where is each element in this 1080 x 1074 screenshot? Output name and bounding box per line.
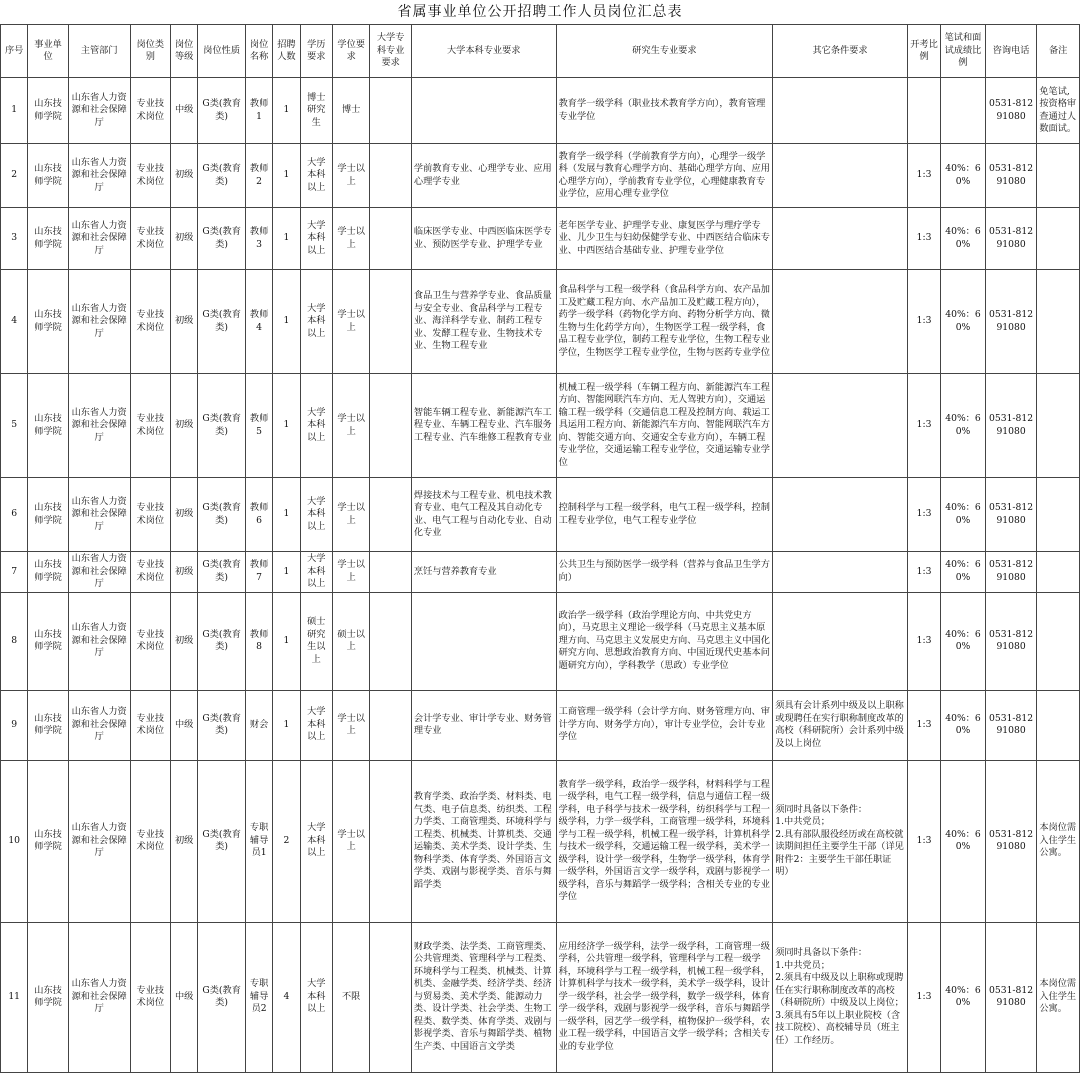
cell-no: 1 bbox=[1, 78, 28, 144]
cell-ratio: 1:3 bbox=[907, 208, 940, 270]
cell-college bbox=[370, 922, 412, 1072]
cell-phone: 0531-81291080 bbox=[985, 208, 1037, 270]
cell-other bbox=[773, 144, 908, 208]
column-header: 笔试和面试成绩比例 bbox=[941, 25, 986, 78]
cell-ratio: 1:3 bbox=[907, 374, 940, 478]
cell-nature: G类(教育类) bbox=[198, 78, 246, 144]
cell-count: 1 bbox=[273, 478, 300, 552]
cell-score: 40%：60% bbox=[941, 144, 986, 208]
cell-level: 初级 bbox=[171, 208, 198, 270]
cell-unit: 山东技师学院 bbox=[28, 144, 68, 208]
cell-bachelor: 智能车辆工程专业、新能源汽车工程专业、车辆工程专业、汽车服务工程专业、汽车维修工程教育专业 bbox=[411, 374, 556, 478]
cell-phone: 0531-81291080 bbox=[985, 922, 1037, 1072]
table-row bbox=[1, 592, 1080, 690]
table-row bbox=[1, 760, 1080, 922]
cell-unit: 山东技师学院 bbox=[28, 592, 68, 690]
cell-name: 教师3 bbox=[245, 208, 272, 270]
cell-phone: 0531-81291080 bbox=[985, 78, 1037, 144]
cell-bachelor: 焊接技术与工程专业、机电技术教育专业、电气工程及其自动化专业、电气工程与自动化专业、自动化专业 bbox=[411, 478, 556, 552]
cell-graduate: 应用经济学一级学科，法学一级学科，工商管理一级学科，公共管理一级学科，管理科学与工程一级学科，环境科学与工程一级学科，机械工程一级学科，计算机科学与技术一级学科，美术学一级学科，设计学一级学科，社会学一级学科，数学一级学科，体育学一级学科，戏剧与影视学一级学科，音乐与舞蹈学一级学科，园艺学一级学科，植物保护一级学科，农业工程一级学科，中国语言文学一级学科；含相关专业的专业学位 bbox=[556, 922, 773, 1072]
cell-score: 40%：60% bbox=[941, 760, 986, 922]
cell-other bbox=[773, 78, 908, 144]
cell-name: 教师4 bbox=[245, 270, 272, 374]
cell-note bbox=[1037, 144, 1080, 208]
cell-note: 本岗位需入住学生公寓。 bbox=[1037, 760, 1080, 922]
cell-phone: 0531-81291080 bbox=[985, 270, 1037, 374]
cell-ratio: 1:3 bbox=[907, 270, 940, 374]
cell-ratio: 1:3 bbox=[907, 144, 940, 208]
column-header: 招聘人数 bbox=[273, 25, 300, 78]
cell-cat: 专业技术岗位 bbox=[130, 592, 170, 690]
column-header: 事业单位 bbox=[28, 25, 68, 78]
cell-count: 1 bbox=[273, 270, 300, 374]
cell-no: 5 bbox=[1, 374, 28, 478]
cell-score: 40%：60% bbox=[941, 552, 986, 593]
cell-unit: 山东技师学院 bbox=[28, 552, 68, 593]
cell-level: 初级 bbox=[171, 270, 198, 374]
cell-edu: 硕士研究生以上 bbox=[300, 592, 332, 690]
cell-dept: 山东省人力资源和社会保障厅 bbox=[68, 922, 130, 1072]
column-header: 岗位等级 bbox=[171, 25, 198, 78]
cell-ratio: 1:3 bbox=[907, 478, 940, 552]
cell-bachelor: 临床医学专业、中西医临床医学专业、预防医学专业、护理学专业 bbox=[411, 208, 556, 270]
cell-cat: 专业技术岗位 bbox=[130, 270, 170, 374]
cell-other bbox=[773, 592, 908, 690]
cell-cat: 专业技术岗位 bbox=[130, 208, 170, 270]
cell-unit: 山东技师学院 bbox=[28, 760, 68, 922]
column-header: 大学专科专业要求 bbox=[370, 25, 412, 78]
cell-nature: G类(教育类) bbox=[198, 144, 246, 208]
cell-note bbox=[1037, 208, 1080, 270]
cell-college bbox=[370, 552, 412, 593]
cell-nature: G类(教育类) bbox=[198, 374, 246, 478]
cell-cat: 专业技术岗位 bbox=[130, 552, 170, 593]
cell-college bbox=[370, 208, 412, 270]
cell-cat: 专业技术岗位 bbox=[130, 374, 170, 478]
cell-other bbox=[773, 208, 908, 270]
cell-ratio: 1:3 bbox=[907, 592, 940, 690]
cell-edu: 大学本科以上 bbox=[300, 374, 332, 478]
cell-level: 初级 bbox=[171, 374, 198, 478]
cell-level: 初级 bbox=[171, 144, 198, 208]
cell-name: 教师6 bbox=[245, 478, 272, 552]
cell-graduate: 政治学一级学科（政治学理论方向、中共党史方向），马克思主义理论一级学科（马克思主义基本原理方向、马克思主义发展史方向、马克思主义中国化研究方向、思想政治教育方向、中国近现代史基本问题研究方向），学科教学（思政）专业学位 bbox=[556, 592, 773, 690]
cell-graduate: 工商管理一级学科（会计学方向、财务管理方向、审计学方向、财务学方向），审计专业学位，会计专业学位 bbox=[556, 690, 773, 760]
cell-college bbox=[370, 374, 412, 478]
cell-dept: 山东省人力资源和社会保障厅 bbox=[68, 760, 130, 922]
cell-score: 40%：60% bbox=[941, 270, 986, 374]
cell-bachelor: 教育学类、政治学类、材料类、电气类、电子信息类、纺织类、工程力学类、工商管理类、环境科学与工程类、机械类、计算机类、交通运输类、美术学类、设计学类、生物科学类、体育学类、外国语言文学类、戏剧与影视学类、音乐与舞蹈学类 bbox=[411, 760, 556, 922]
cell-dept: 山东省人力资源和社会保障厅 bbox=[68, 374, 130, 478]
cell-level: 初级 bbox=[171, 592, 198, 690]
cell-score bbox=[941, 78, 986, 144]
cell-count: 1 bbox=[273, 552, 300, 593]
cell-edu: 大学本科以上 bbox=[300, 478, 332, 552]
column-header: 岗位类别 bbox=[130, 25, 170, 78]
cell-cat: 专业技术岗位 bbox=[130, 690, 170, 760]
cell-unit: 山东技师学院 bbox=[28, 78, 68, 144]
table-row bbox=[1, 552, 1080, 593]
cell-score: 40%：60% bbox=[941, 690, 986, 760]
cell-graduate: 教育学一级学科（学前教育学方向），心理学一级学科（发展与教育心理学方向、基础心理学方向、应用心理学方向），学前教育专业学位，心理健康教育专业学位，应用心理专业学位 bbox=[556, 144, 773, 208]
cell-count: 1 bbox=[273, 208, 300, 270]
cell-graduate: 控制科学与工程一级学科，电气工程一级学科，控制工程专业学位，电气工程专业学位 bbox=[556, 478, 773, 552]
cell-edu: 大学本科以上 bbox=[300, 270, 332, 374]
cell-note bbox=[1037, 270, 1080, 374]
cell-score: 40%：60% bbox=[941, 922, 986, 1072]
cell-degree: 学士以上 bbox=[332, 374, 369, 478]
cell-edu: 大学本科以上 bbox=[300, 922, 332, 1072]
cell-ratio: 1:3 bbox=[907, 552, 940, 593]
cell-no: 6 bbox=[1, 478, 28, 552]
cell-unit: 山东技师学院 bbox=[28, 270, 68, 374]
cell-cat: 专业技术岗位 bbox=[130, 760, 170, 922]
cell-nature: G类(教育类) bbox=[198, 270, 246, 374]
cell-no: 4 bbox=[1, 270, 28, 374]
cell-phone: 0531-81291080 bbox=[985, 144, 1037, 208]
cell-note bbox=[1037, 592, 1080, 690]
cell-nature: G类(教育类) bbox=[198, 592, 246, 690]
cell-name: 专职辅导员2 bbox=[245, 922, 272, 1072]
cell-college bbox=[370, 760, 412, 922]
cell-count: 2 bbox=[273, 760, 300, 922]
cell-unit: 山东技师学院 bbox=[28, 922, 68, 1072]
cell-bachelor: 会计学专业、审计学专业、财务管理专业 bbox=[411, 690, 556, 760]
cell-unit: 山东技师学院 bbox=[28, 478, 68, 552]
cell-degree: 硕士以上 bbox=[332, 592, 369, 690]
cell-ratio bbox=[907, 78, 940, 144]
cell-unit: 山东技师学院 bbox=[28, 208, 68, 270]
cell-other: 须具有会计系列中级及以上职称或现聘任在实行职称制度改革的高校（科研院所）会计系列中级及以上岗位 bbox=[773, 690, 908, 760]
cell-other bbox=[773, 374, 908, 478]
cell-phone: 0531-81291080 bbox=[985, 592, 1037, 690]
cell-cat: 专业技术岗位 bbox=[130, 78, 170, 144]
column-header: 大学本科专业要求 bbox=[411, 25, 556, 78]
cell-edu: 博士研究生 bbox=[300, 78, 332, 144]
cell-nature: G类(教育类) bbox=[198, 478, 246, 552]
cell-degree: 不限 bbox=[332, 922, 369, 1072]
cell-college bbox=[370, 592, 412, 690]
cell-graduate: 机械工程一级学科（车辆工程方向、新能源汽车工程方向、智能网联汽车方向、无人驾驶方向），交通运输工程一级学科（交通信息工程及控制方向、载运工具运用工程方向、新能源汽车方向、智能网联汽车方向、智能交通方向、交通安全专业方向），车辆工程专业学位，交通运输工程专业学位，交通运输专业学位 bbox=[556, 374, 773, 478]
cell-graduate: 教育学一级学科（职业技术教育学方向），教育管理专业学位 bbox=[556, 78, 773, 144]
cell-bachelor bbox=[411, 592, 556, 690]
cell-dept: 山东省人力资源和社会保障厅 bbox=[68, 592, 130, 690]
cell-level: 初级 bbox=[171, 552, 198, 593]
cell-level: 中级 bbox=[171, 922, 198, 1072]
cell-name: 教师8 bbox=[245, 592, 272, 690]
cell-level: 初级 bbox=[171, 760, 198, 922]
cell-name: 教师1 bbox=[245, 78, 272, 144]
column-header: 岗位性质 bbox=[198, 25, 246, 78]
cell-count: 1 bbox=[273, 78, 300, 144]
cell-unit: 山东技师学院 bbox=[28, 374, 68, 478]
table-row bbox=[1, 144, 1080, 208]
cell-bachelor: 学前教育专业、心理学专业、应用心理学专业 bbox=[411, 144, 556, 208]
cell-graduate: 公共卫生与预防医学一级学科（营养与食品卫生学方向） bbox=[556, 552, 773, 593]
cell-no: 8 bbox=[1, 592, 28, 690]
cell-graduate: 老年医学专业、护理学专业、康复医学与理疗学专业、儿少卫生与妇幼保健学专业、中西医结合临床专业、中西医结合基础专业、护理专业学位 bbox=[556, 208, 773, 270]
cell-score: 40%：60% bbox=[941, 374, 986, 478]
cell-name: 教师2 bbox=[245, 144, 272, 208]
cell-edu: 大学本科以上 bbox=[300, 208, 332, 270]
column-header: 学历要求 bbox=[300, 25, 332, 78]
cell-degree: 学士以上 bbox=[332, 208, 369, 270]
cell-college bbox=[370, 144, 412, 208]
cell-edu: 大学本科以上 bbox=[300, 144, 332, 208]
cell-no: 2 bbox=[1, 144, 28, 208]
cell-degree: 学士以上 bbox=[332, 478, 369, 552]
cell-no: 9 bbox=[1, 690, 28, 760]
cell-dept: 山东省人力资源和社会保障厅 bbox=[68, 78, 130, 144]
cell-level: 初级 bbox=[171, 478, 198, 552]
cell-other bbox=[773, 270, 908, 374]
column-header: 序号 bbox=[1, 25, 28, 78]
cell-other: 须同时具备以下条件： 1.中共党员； 2.须具有中级及以上职称或现聘任在实行职称制度改革的高校（科研院所）中级及以上岗位； 3.须具有5年以上职业院校（含技工院校）、高校辅导员（班主任）工作经历。 bbox=[773, 922, 908, 1072]
cell-nature: G类(教育类) bbox=[198, 690, 246, 760]
cell-score: 40%：60% bbox=[941, 208, 986, 270]
table-row bbox=[1, 78, 1080, 144]
cell-cat: 专业技术岗位 bbox=[130, 144, 170, 208]
column-header: 备注 bbox=[1037, 25, 1080, 78]
cell-note bbox=[1037, 478, 1080, 552]
cell-note: 免笔试,按资格审查通过人数面试。 bbox=[1037, 78, 1080, 144]
column-header: 研究生专业要求 bbox=[556, 25, 773, 78]
cell-edu: 大学本科以上 bbox=[300, 760, 332, 922]
positions-table bbox=[0, 24, 1080, 1073]
cell-college bbox=[370, 270, 412, 374]
cell-degree: 学士以上 bbox=[332, 760, 369, 922]
cell-unit: 山东技师学院 bbox=[28, 690, 68, 760]
cell-note: 本岗位需入住学生公寓。 bbox=[1037, 922, 1080, 1072]
cell-degree: 博士 bbox=[332, 78, 369, 144]
cell-other: 须同时具备以下条件： 1.中共党员； 2.具有部队服役经历或在高校就读期间担任主要学生干部（详见附件2：主要学生干部任职证明） bbox=[773, 760, 908, 922]
cell-bachelor: 烹饪与营养教育专业 bbox=[411, 552, 556, 593]
cell-note bbox=[1037, 690, 1080, 760]
table-row bbox=[1, 690, 1080, 760]
table-row bbox=[1, 478, 1080, 552]
cell-dept: 山东省人力资源和社会保障厅 bbox=[68, 208, 130, 270]
column-header: 开考比例 bbox=[907, 25, 940, 78]
cell-degree: 学士以上 bbox=[332, 690, 369, 760]
cell-count: 1 bbox=[273, 690, 300, 760]
cell-no: 3 bbox=[1, 208, 28, 270]
cell-graduate: 教育学一级学科，政治学一级学科，材料科学与工程一级学科，电气工程一级学科，信息与通信工程一级学科，电子科学与技术一级学科，纺织科学与工程一级学科，力学一级学科，工商管理一级学科，环境科学与工程一级学科，机械工程一级学科，计算机科学与技术一级学科，交通运输工程一级学科，美术学一级学科，设计学一级学科，生物学一级学科，体育学一级学科，外国语言文学一级学科，戏剧与影视学一级学科，音乐与舞蹈学一级学科；含相关专业的专业学位 bbox=[556, 760, 773, 922]
cell-phone: 0531-81291080 bbox=[985, 760, 1037, 922]
cell-bachelor: 食品卫生与营养学专业、食品质量与安全专业、食品科学与工程专业、海洋科学专业、制药工程专业、发酵工程专业、生物技术专业、生物工程专业 bbox=[411, 270, 556, 374]
cell-score: 40%：60% bbox=[941, 478, 986, 552]
column-header: 其它条件要求 bbox=[773, 25, 908, 78]
cell-level: 中级 bbox=[171, 78, 198, 144]
cell-dept: 山东省人力资源和社会保障厅 bbox=[68, 144, 130, 208]
cell-name: 教师7 bbox=[245, 552, 272, 593]
cell-graduate: 食品科学与工程一级学科（食品科学方向、农产品加工及贮藏工程方向、水产品加工及贮藏工程方向），药学一级学科（药物化学方向、药物分析学方向、微生物与生化药学方向），生物医学工程一级学科，食品工程专业学位，制药工程专业学位，生物工程专业学位，生物医学工程专业学位，生物与医药专业学位 bbox=[556, 270, 773, 374]
header-row bbox=[1, 25, 1080, 78]
cell-cat: 专业技术岗位 bbox=[130, 478, 170, 552]
cell-level: 中级 bbox=[171, 690, 198, 760]
cell-other bbox=[773, 478, 908, 552]
column-header: 咨询电话 bbox=[985, 25, 1037, 78]
column-header: 岗位名称 bbox=[245, 25, 272, 78]
cell-edu: 大学本科以上 bbox=[300, 690, 332, 760]
cell-score: 40%：60% bbox=[941, 592, 986, 690]
cell-nature: G类(教育类) bbox=[198, 922, 246, 1072]
cell-college bbox=[370, 78, 412, 144]
cell-name: 教师5 bbox=[245, 374, 272, 478]
table-row bbox=[1, 922, 1080, 1072]
cell-degree: 学士以上 bbox=[332, 552, 369, 593]
cell-note bbox=[1037, 552, 1080, 593]
cell-degree: 学士以上 bbox=[332, 144, 369, 208]
cell-bachelor: 财政学类、法学类、工商管理类、公共管理类、管理科学与工程类、环境科学与工程类、机械类、计算机类、金融学类、经济学类、经济与贸易类、美术学类、能源动力类、设计学类、社会学类、生物工程类、数学类、体育学类、戏剧与影视学类、音乐与舞蹈学类、植物生产类、中国语言文学类 bbox=[411, 922, 556, 1072]
cell-nature: G类(教育类) bbox=[198, 552, 246, 593]
cell-college bbox=[370, 478, 412, 552]
cell-name: 专职辅导员1 bbox=[245, 760, 272, 922]
table-row bbox=[1, 270, 1080, 374]
cell-count: 4 bbox=[273, 922, 300, 1072]
cell-college bbox=[370, 690, 412, 760]
table-title: 省属事业单位公开招聘工作人员岗位汇总表 bbox=[397, 4, 683, 20]
cell-phone: 0531-81291080 bbox=[985, 478, 1037, 552]
cell-phone: 0531-81291080 bbox=[985, 690, 1037, 760]
cell-degree: 学士以上 bbox=[332, 270, 369, 374]
cell-bachelor bbox=[411, 78, 556, 144]
cell-dept: 山东省人力资源和社会保障厅 bbox=[68, 690, 130, 760]
cell-no: 10 bbox=[1, 760, 28, 922]
cell-dept: 山东省人力资源和社会保障厅 bbox=[68, 270, 130, 374]
cell-nature: G类(教育类) bbox=[198, 208, 246, 270]
column-header: 学位要求 bbox=[332, 25, 369, 78]
cell-dept: 山东省人力资源和社会保障厅 bbox=[68, 478, 130, 552]
column-header: 主管部门 bbox=[68, 25, 130, 78]
table-row bbox=[1, 208, 1080, 270]
cell-no: 11 bbox=[1, 922, 28, 1072]
cell-count: 1 bbox=[273, 374, 300, 478]
cell-cat: 专业技术岗位 bbox=[130, 922, 170, 1072]
cell-phone: 0531-81291080 bbox=[985, 552, 1037, 593]
cell-ratio: 1:3 bbox=[907, 760, 940, 922]
table-row bbox=[1, 374, 1080, 478]
cell-name: 财会 bbox=[245, 690, 272, 760]
cell-ratio: 1:3 bbox=[907, 922, 940, 1072]
cell-phone: 0531-81291080 bbox=[985, 374, 1037, 478]
cell-nature: G类(教育类) bbox=[198, 760, 246, 922]
cell-edu: 大学本科以上 bbox=[300, 552, 332, 593]
cell-count: 1 bbox=[273, 592, 300, 690]
cell-no: 7 bbox=[1, 552, 28, 593]
cell-dept: 山东省人力资源和社会保障厅 bbox=[68, 552, 130, 593]
cell-ratio: 1:3 bbox=[907, 690, 940, 760]
cell-count: 1 bbox=[273, 144, 300, 208]
cell-other bbox=[773, 552, 908, 593]
cell-note bbox=[1037, 374, 1080, 478]
